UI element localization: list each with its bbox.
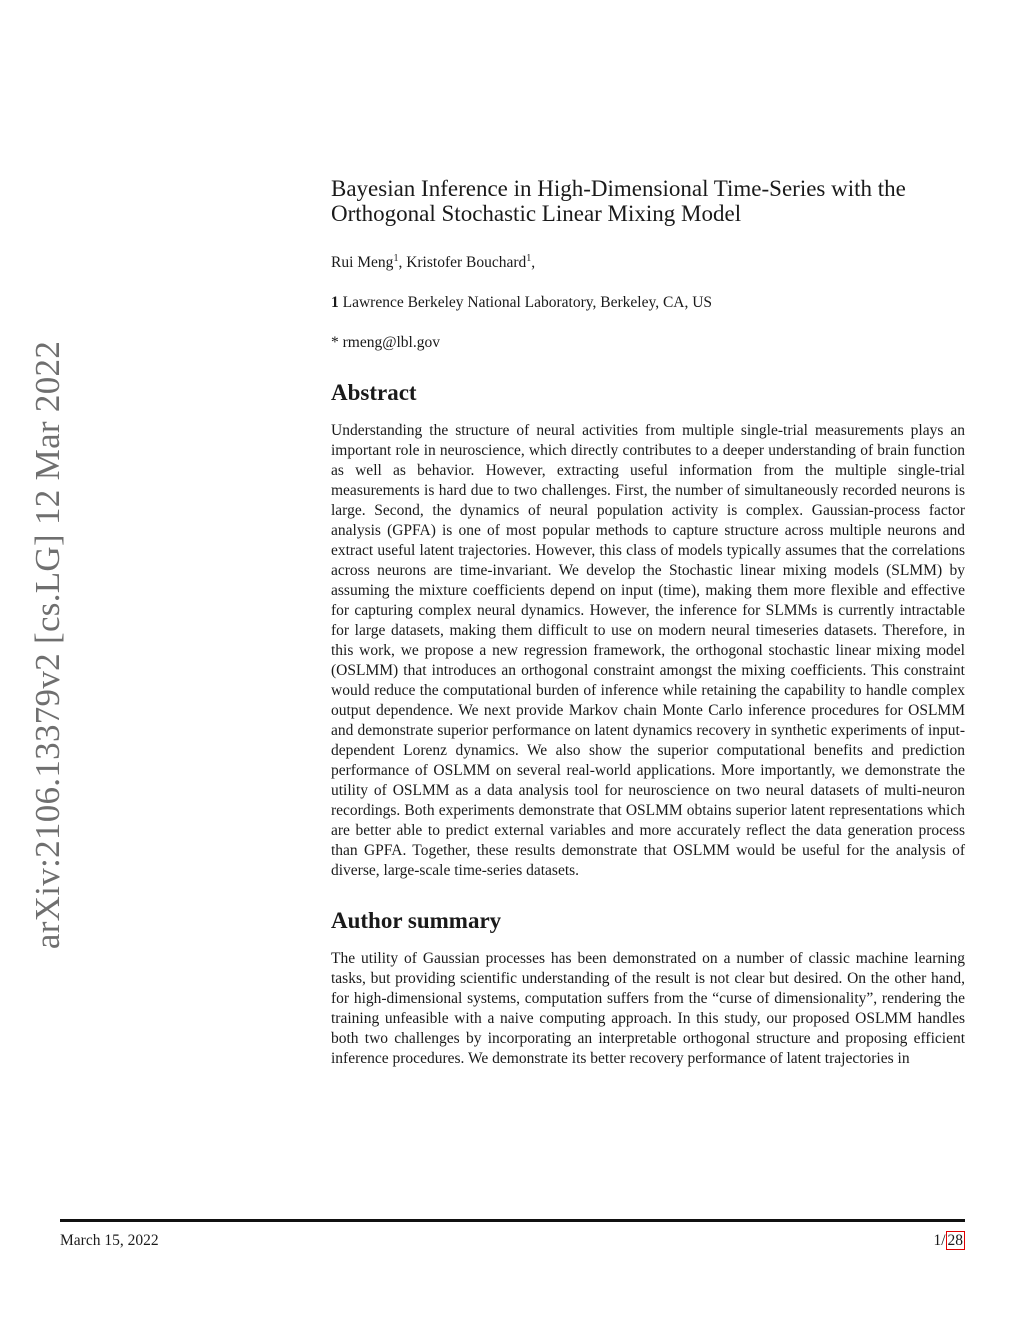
author-summary-paragraph: The utility of Gaussian processes has been demonstrated on a number of classic machine learning tasks, but providing scientific understanding of the result is not clear but desired. On the other hand, for high-dimensional systems, computation suffers from the “curse of dimensionality”, rendering the training unfeasible with a naive computing approach. In this study, our proposed OSLMM handles both two challenges by incorporating an interpretable orthogonal structure and proposing efficient inference procedures. We demonstrate its better recovery performance of latent trajectories in — [331, 950, 965, 1068]
paper-title-line-1: Bayesian Inference in High-Dimensional Time-Series with the — [331, 176, 906, 201]
author-name: Kristofer Bouchard — [406, 254, 527, 272]
page-number-indicator — [933, 1232, 965, 1250]
paper-title-line-2: Orthogonal Stochastic Linear Mixing Model — [331, 201, 742, 226]
arxiv-identifier-stamp: arXiv:2106.13379v2 [cs.LG] 12 Mar 2022 — [28, 340, 67, 950]
paper-title — [331, 176, 965, 226]
corresponding-email: * rmeng@lbl.gov — [331, 334, 440, 352]
current-page-number: 1 — [933, 1232, 942, 1249]
page-number-separator: / — [941, 1232, 946, 1249]
author-name: Rui Meng — [331, 254, 394, 272]
affiliation-text: Lawrence Berkeley National Laboratory, Berkeley, CA, US — [342, 294, 713, 312]
abstract-paragraph: Understanding the structure of neural activities from multiple single-trial measurements plays an important role in neuroscience, which directly contributes to a deeper understanding of brain function as well as behavior. However, extracting useful information from the multiple single-trial measurements is hard due to two challenges. First, the number of simultaneously recorded neurons is large. Second, the dynamics of neural population activity is complex. Gaussian-process factor analysis (GPFA) is one of most popular methods to capture structure across multiple neurons and extract useful latent trajectories. However, this class of models typically assumes that the correlations across neurons are time-invariant. We develop the Stochastic linear mixing models (SLMM) by assuming the mixture coefficients depend on input (time), making them more flexible and effective for capturing complex neural dynamics. However, the inference for SLMMs is currently intractable for large datasets, making them difficult to use on modern neural timeseries datasets. Therefore, in this work, we propose a new regression framework, the orthogonal stochastic linear mixing model (OSLMM) that introduces an orthogonal constraint amongst the mixing coefficients. This constraint would reduce the computational burden of inference while retaining the capability to handle complex output dependence. We next provide Markov chain Monte Carlo inference procedures for OSLMM and demonstrate superior performance on latent dynamics recovery in synthetic experiments of input-dependent Lorenz dynamics. We also show the superior computational benefits and prediction performance of OSLMM on several real-world applications. More importantly, we demonstrate the utility of OSLMM as a data analysis tool for neuroscience on two neural datasets of multi-neuron recordings. Both experiments demonstrate that OSLMM obtains superior latent representations which are better able to predict external variables and more accurately reflect the data generation process than GPFA. Together, these results demonstrate that OSLMM would be useful for the analysis of diverse, large-scale time-series datasets. — [331, 422, 965, 880]
footer-date: March 15, 2022 — [60, 1232, 159, 1249]
author-summary-heading: Author summary — [331, 908, 502, 934]
abstract-heading: Abstract — [331, 380, 417, 406]
paper-first-page-content — [331, 176, 965, 1085]
author-affiliation-mark: 1 — [526, 253, 532, 264]
footer-divider — [60, 1219, 965, 1222]
author-affiliation-mark: 1 — [393, 253, 399, 264]
total-pages-link[interactable]: 28 — [947, 1232, 963, 1249]
affiliation-number: 1 — [331, 294, 339, 312]
author-list: Rui Meng$^1$, Kristofer Bouchard$^1$, — [331, 253, 536, 272]
affiliation-line — [331, 293, 965, 313]
